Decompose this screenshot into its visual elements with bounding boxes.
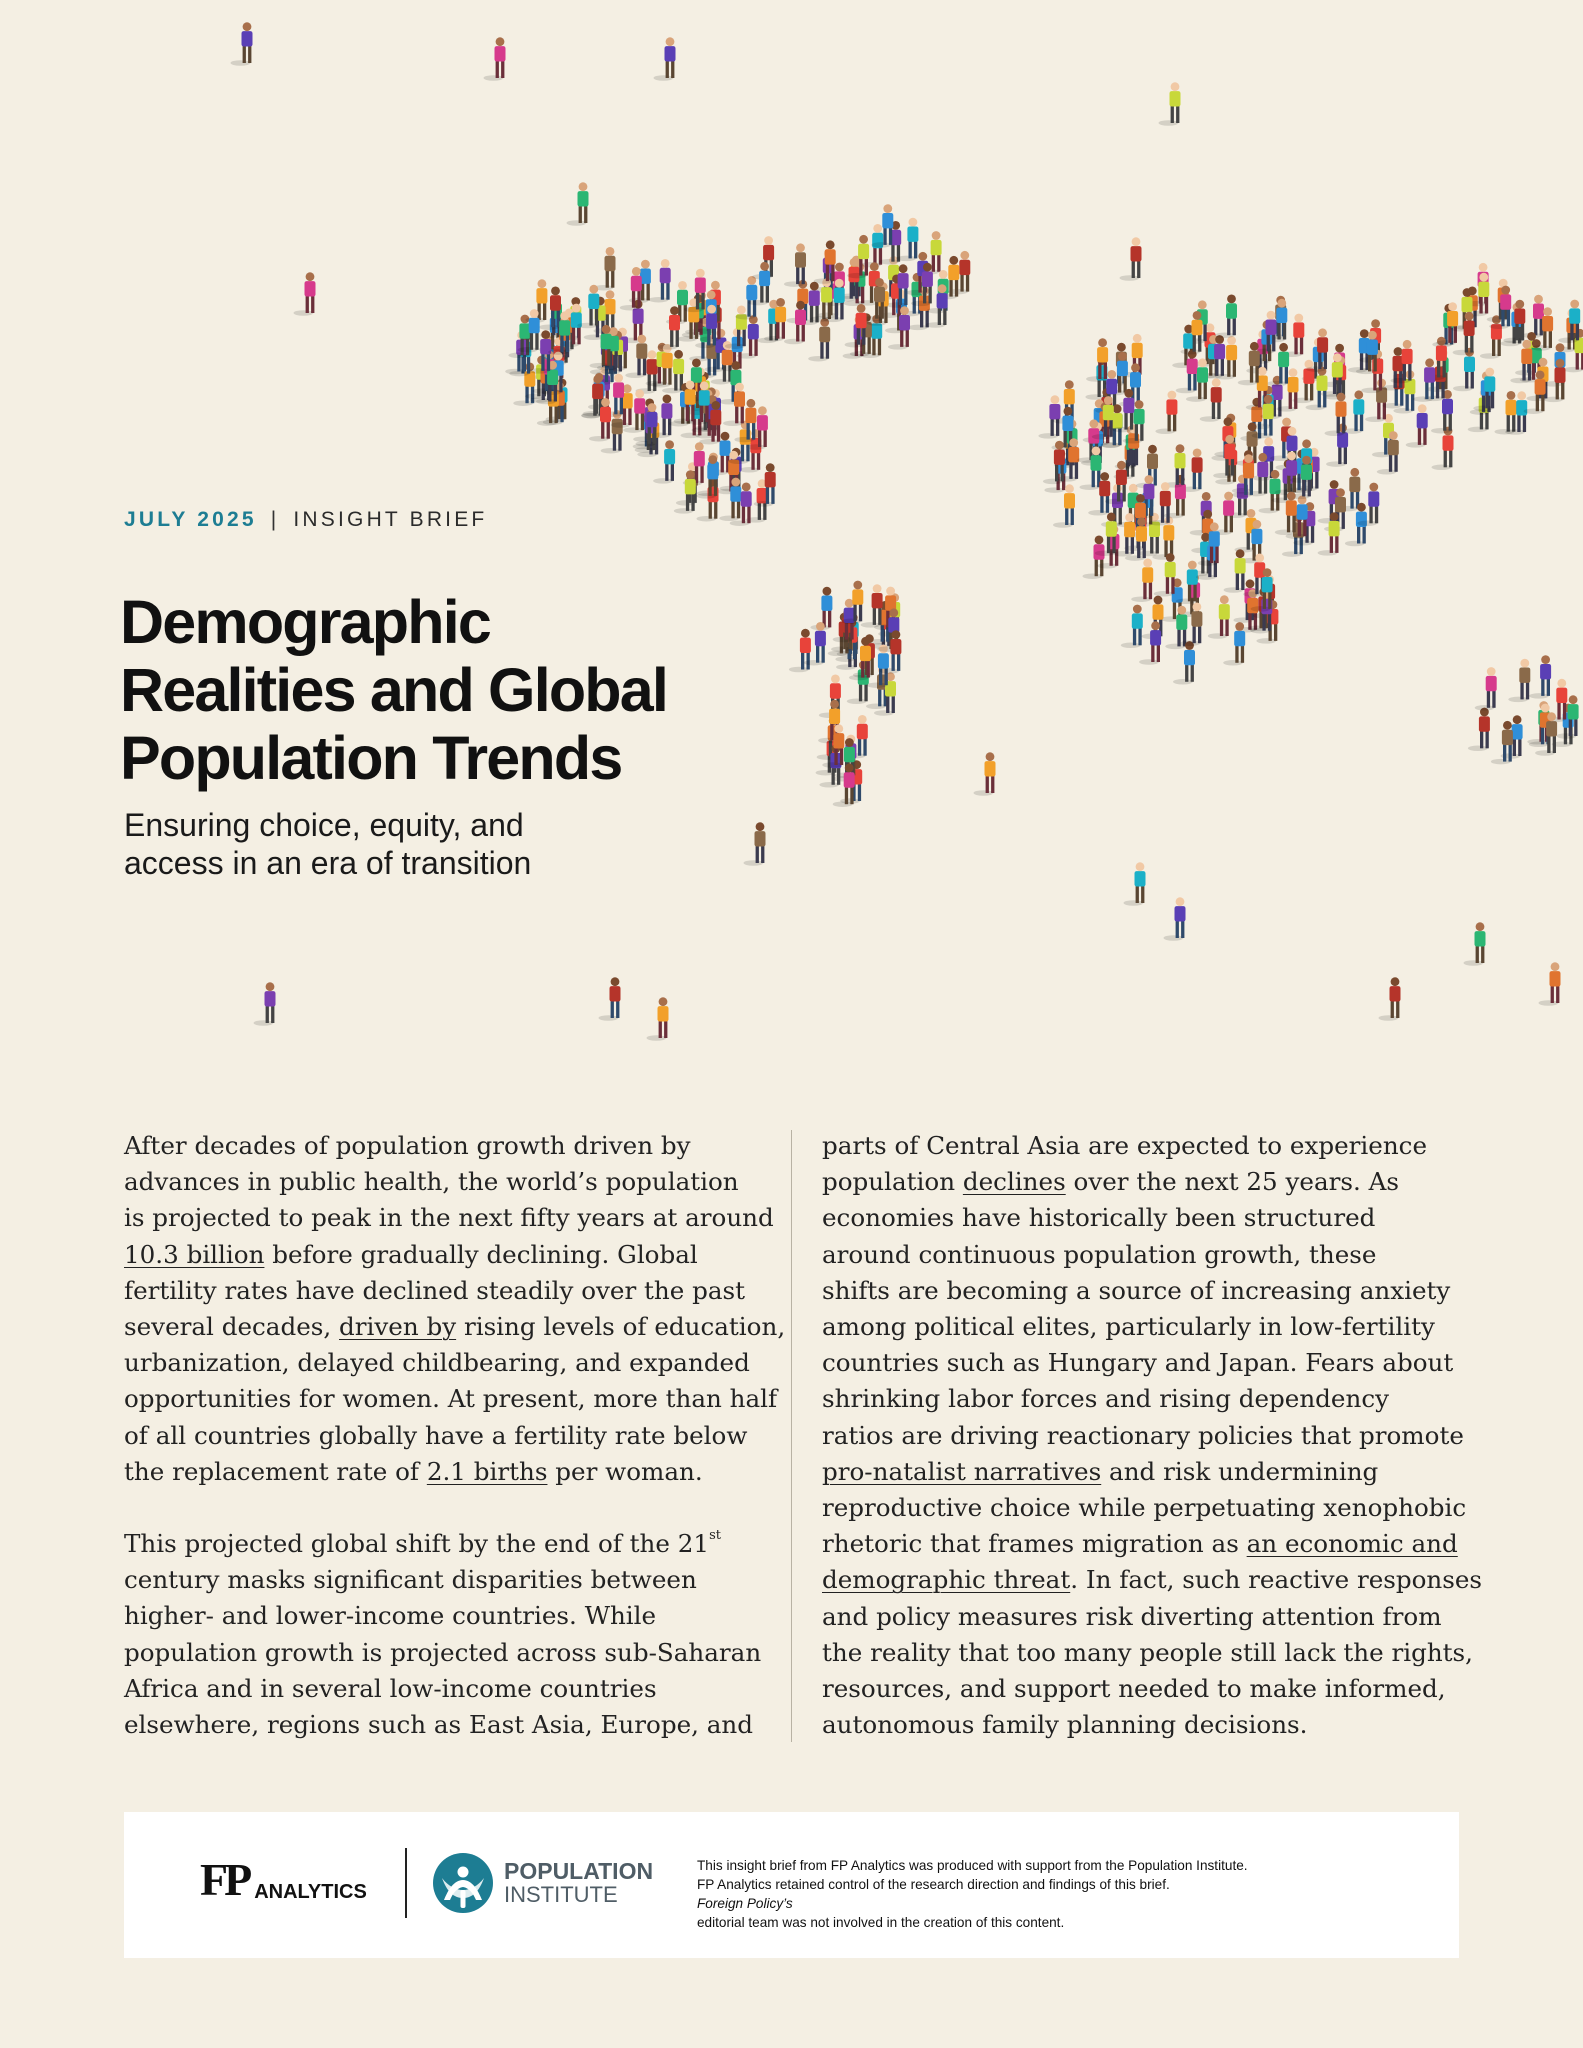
crowd-person xyxy=(1131,559,1153,602)
body-text: rhetoric that frames migration as xyxy=(822,1529,1247,1559)
body-text: over the next 25 years. As xyxy=(1065,1167,1400,1197)
pi-line-2: INSTITUTE xyxy=(504,1882,618,1907)
body-line xyxy=(124,1237,774,1273)
crowd-person xyxy=(654,37,676,80)
crowd-person xyxy=(1121,605,1143,648)
link-10-3-billion[interactable]: 10.3 billion xyxy=(124,1239,265,1269)
title-line: Demographic xyxy=(120,588,490,656)
crowd-person xyxy=(1155,391,1177,434)
crowd-person xyxy=(1159,82,1181,125)
page-title xyxy=(120,588,760,792)
crowd-person xyxy=(620,267,642,310)
link-pro-natalist-narratives[interactable]: pro-natalist narratives xyxy=(822,1456,1102,1486)
body-text: This projected global shift by the end of the 21 xyxy=(124,1529,710,1559)
body-column-left xyxy=(124,1128,786,1743)
body-line: resources, and support needed to make informed, xyxy=(822,1674,1446,1704)
crowd-person xyxy=(1120,237,1142,280)
crowd-person xyxy=(1475,667,1497,710)
crowd-person xyxy=(1464,922,1486,965)
body-text: and risk undermining xyxy=(1101,1456,1379,1486)
body-line xyxy=(124,1526,774,1562)
crowd-person xyxy=(649,259,671,302)
crowd-person xyxy=(784,243,806,286)
body-line: higher- and lower-income countries. While xyxy=(124,1601,657,1631)
body-line: around continuous population growth, these xyxy=(822,1239,1377,1269)
logo-divider xyxy=(405,1848,407,1918)
crowd-person xyxy=(1529,655,1551,698)
crowd-person xyxy=(1510,340,1532,383)
body-line: Africa and in several low-income countries xyxy=(124,1673,657,1703)
body-line: autonomous family planning decisions. xyxy=(822,1710,1308,1740)
crowd-person xyxy=(1539,962,1561,1005)
body-line: and policy measures risk diverting attention from xyxy=(822,1601,1442,1631)
body-text: the replacement rate of xyxy=(124,1456,427,1486)
body-line: reproductive choice while perpetuating xenophobic xyxy=(822,1493,1467,1523)
crowd-person xyxy=(647,997,669,1040)
crowd-person xyxy=(1348,329,1370,372)
pi-line-1: POPULATION xyxy=(504,1858,654,1884)
body-line: After decades of population growth driven by xyxy=(124,1131,691,1160)
body-line xyxy=(822,1562,1482,1598)
title-line: Realities and Global xyxy=(120,656,668,724)
crowd-person xyxy=(1491,721,1513,764)
crowd-person xyxy=(1468,708,1490,751)
header-kicker xyxy=(124,508,487,532)
crowd-person xyxy=(744,822,766,865)
body-line: fertility rates have declined steadily over the past xyxy=(124,1275,746,1305)
disclaimer-emphasis: Foreign Policy’s xyxy=(697,1896,793,1911)
body-line: countries such as Hungary and Japan. Fears about xyxy=(822,1348,1454,1378)
crowd-person xyxy=(1164,897,1186,940)
link-economic-demographic-threat[interactable]: an economic and xyxy=(1246,1529,1458,1559)
body-line xyxy=(822,1526,1482,1562)
crowd-person xyxy=(784,301,806,344)
body-text: before gradually declining. Global xyxy=(264,1239,698,1269)
subtitle-line: Ensuring choice, equity, and xyxy=(124,807,524,843)
body-line: urbanization, delayed childbearing, and expanded xyxy=(124,1348,750,1378)
crowd-person xyxy=(594,247,616,290)
sponsor-disclaimer xyxy=(697,1856,1417,1932)
body-line xyxy=(822,1454,1482,1490)
body-line: is projected to peak in the next fifty years at around xyxy=(124,1203,774,1233)
body-text: population xyxy=(822,1167,963,1197)
paragraph xyxy=(124,1128,786,1490)
population-institute-logo xyxy=(432,1850,653,1916)
body-line: economies have historically been structured xyxy=(822,1203,1376,1233)
crowd-person xyxy=(1238,342,1260,385)
crowd-person xyxy=(1083,536,1105,579)
population-institute-emblem-icon xyxy=(432,1850,494,1916)
crowd-person xyxy=(1215,295,1237,338)
paragraph xyxy=(822,1128,1482,1743)
fp-wordmark: ANALYTICS xyxy=(254,1881,367,1903)
body-line: shrinking labor forces and rising dependency xyxy=(822,1384,1389,1414)
crowd-person xyxy=(1208,595,1230,638)
crowd-person xyxy=(1495,391,1517,434)
body-text: several decades, xyxy=(124,1312,340,1342)
crowd-person xyxy=(1413,358,1435,401)
crowd-person xyxy=(1124,862,1146,905)
disclaimer-line: This insight brief from FP Analytics was produced with support from the Population Institute. xyxy=(697,1858,1248,1873)
page-subtitle xyxy=(124,806,531,882)
crowd-person xyxy=(789,629,811,672)
disclaimer-text: FP Analytics retained control of the research direction and findings of this brief. xyxy=(697,1877,1170,1892)
body-line: of all countries globally have a fertility rate below xyxy=(124,1420,748,1450)
crowd-person xyxy=(1379,977,1401,1020)
link-driven-by[interactable]: driven by xyxy=(339,1312,457,1342)
body-line xyxy=(822,1164,1482,1200)
kicker-separator: | xyxy=(270,508,280,531)
body-line: opportunities for women. At present, more than half xyxy=(124,1384,778,1414)
crowd-person xyxy=(974,752,996,795)
body-text: per woman. xyxy=(547,1456,703,1486)
fp-analytics-logo xyxy=(200,1854,367,1905)
disclaimer-line: editorial team was not involved in the creation of this content. xyxy=(697,1915,1065,1930)
subtitle-line: access in an era of transition xyxy=(124,845,532,881)
publication-date: JULY 2025 xyxy=(124,508,257,531)
body-line: among political elites, particularly in low-fertility xyxy=(822,1312,1435,1342)
population-institute-wordmark xyxy=(504,1860,653,1906)
fp-mark: FP xyxy=(200,1854,249,1905)
crowd-person xyxy=(294,272,316,315)
body-text: rising levels of education, xyxy=(456,1312,786,1342)
link-2-1-births[interactable]: 2.1 births xyxy=(426,1456,548,1486)
paragraph xyxy=(124,1526,774,1743)
crowd-person xyxy=(231,22,253,65)
body-line xyxy=(124,1309,786,1345)
column-divider xyxy=(791,1130,792,1742)
link-declines[interactable]: declines xyxy=(962,1167,1066,1197)
superscript: st xyxy=(709,1528,721,1544)
body-line: parts of Central Asia are expected to experience xyxy=(822,1131,1427,1160)
crowd-person xyxy=(484,37,506,80)
crowd-person xyxy=(599,977,621,1020)
body-text: . In fact, such reactive responses xyxy=(1070,1565,1483,1595)
body-column-right xyxy=(822,1128,1482,1743)
crowd-person xyxy=(1038,395,1060,438)
crowd-person xyxy=(1164,444,1186,487)
body-line xyxy=(124,1454,774,1490)
disclaimer-line xyxy=(697,1875,1417,1913)
crowd-person xyxy=(861,584,883,627)
body-line: elsewhere, regions such as East Asia, Europe, and xyxy=(124,1710,754,1740)
link-economic-demographic-threat[interactable]: demographic threat xyxy=(822,1565,1071,1595)
sponsor-footer xyxy=(124,1812,1459,1958)
body-line: century masks significant disparities between xyxy=(124,1565,697,1595)
document-type: INSIGHT BRIEF xyxy=(293,508,488,531)
body-line: advances in public health, the world’s population xyxy=(124,1167,739,1197)
crowd-person xyxy=(1508,659,1530,702)
body-line: population growth is projected across sub-Saharan xyxy=(124,1637,762,1667)
body-line: shifts are becoming a source of increasing anxiety xyxy=(822,1275,1451,1305)
crowd-person xyxy=(1224,549,1246,592)
crowd-person xyxy=(674,470,696,513)
body-line: ratios are driving reactionary policies that promote xyxy=(822,1420,1464,1450)
title-line: Population Trends xyxy=(120,724,622,792)
crowd-person xyxy=(567,182,589,225)
body-line: the reality that too many people still lack the rights, xyxy=(822,1637,1473,1667)
crowd-person xyxy=(254,982,276,1025)
